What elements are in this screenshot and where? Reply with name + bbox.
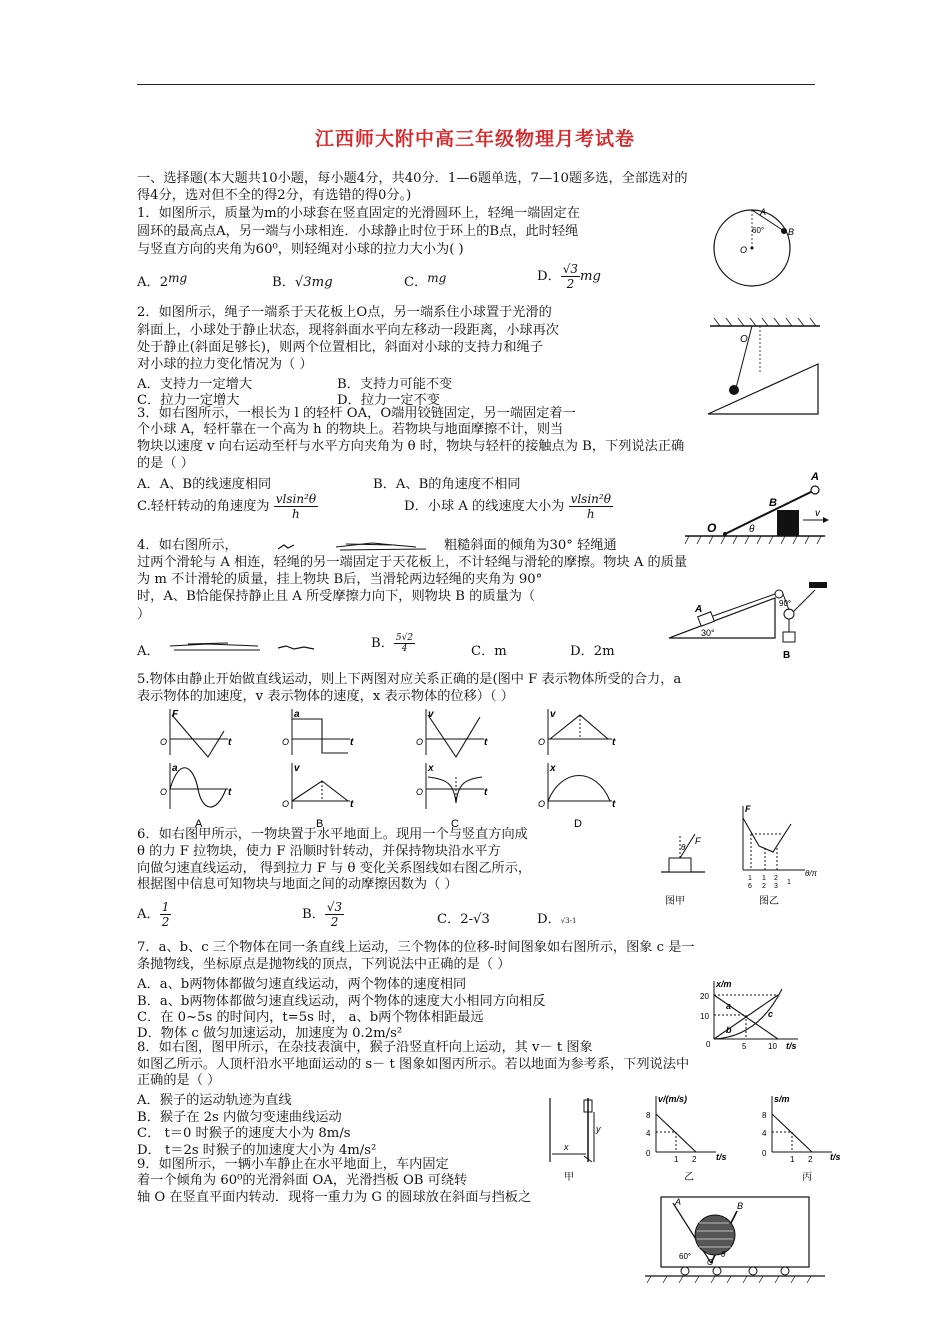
q6-figure <box>655 800 835 912</box>
q3-figure <box>685 470 835 550</box>
svg-text:s/m: s/m <box>774 1094 790 1104</box>
svg-text:1: 1 <box>748 875 752 882</box>
section-intro-line: 得4分，选对但不全的得2分，有选错的得0分。) <box>137 188 412 203</box>
svg-text:10: 10 <box>768 1042 777 1051</box>
svg-text:v: v <box>550 709 556 720</box>
svg-text:O: O <box>160 787 168 797</box>
svg-text:a: a <box>294 709 300 720</box>
svg-text:丙: 丙 <box>802 1172 812 1183</box>
q8-text: 8．如右图，图甲所示，在杂技表演中，猴子沿竖直杆向上运动，其 v－ t 图象 <box>137 1040 593 1055</box>
svg-text:t: t <box>612 799 616 810</box>
q5-panel-a <box>160 709 232 830</box>
q2-text: 对小球的拉力变化情况为（ ） <box>137 357 313 372</box>
section-intro-line: 一、选择题(本大题共10小题，每小题4分，共40分．1—6题单选，7—10题多选，全部选对的 <box>137 171 688 186</box>
svg-text:t: t <box>350 737 354 748</box>
q7-option-c[interactable]: C．在 0~5s 的时间内，t=5s 时， a、b两个物体相距最远 <box>137 1010 484 1025</box>
header-rule <box>137 84 815 85</box>
svg-text:v: v <box>815 508 820 519</box>
svg-text:t: t <box>228 737 232 748</box>
q6-fig-left <box>661 834 705 907</box>
svg-text:O: O <box>740 245 748 255</box>
svg-text:O: O <box>538 737 546 747</box>
svg-text:1: 1 <box>787 879 791 886</box>
svg-text:2: 2 <box>774 875 778 882</box>
q4-text: 过两个滑轮与 A 相连，轻绳的另一端固定于天花板上，不计轻绳与滑轮的摩擦。物块 A 的质量 <box>137 555 688 570</box>
svg-text:O: O <box>160 737 168 747</box>
q2-option-c[interactable]: C．拉力一定增大 <box>137 393 240 408</box>
svg-text:O: O <box>416 737 424 747</box>
svg-text:1: 1 <box>674 1155 679 1164</box>
svg-text:8: 8 <box>762 1111 767 1120</box>
q5-panel-c <box>416 709 488 830</box>
svg-text:x/m: x/m <box>716 979 732 989</box>
q8-option-c[interactable]: C． t＝0 时猴子的速度大小为 8m/s <box>137 1126 351 1141</box>
svg-text:C: C <box>451 818 459 830</box>
q7-option-d[interactable]: D．物体 c 做匀加速运动，加速度为 0.2m/s² <box>137 1026 403 1041</box>
q3-text: 3．如右图所示，一根长为 l 的轻杆 OA，O端用铰链固定，另一端固定着一 <box>137 406 576 421</box>
svg-text:t: t <box>484 787 488 798</box>
svg-text:A: A <box>195 818 203 830</box>
q3-text: 物块以速度 v 向右运动至杆与水平方向夹角为 θ 时，物块与轻杆的接触点为 B，下列说法正确 <box>137 439 685 454</box>
q2-figure <box>700 318 830 418</box>
svg-text:1: 1 <box>790 1155 795 1164</box>
svg-text:90°: 90° <box>779 599 792 608</box>
svg-text:θ: θ <box>749 524 755 535</box>
svg-text:a: a <box>726 1001 732 1011</box>
svg-text:A: A <box>675 1197 682 1207</box>
q1-figure <box>712 203 795 293</box>
q6-option-d[interactable]: D．√3-1 <box>537 912 577 927</box>
svg-text:20: 20 <box>700 992 709 1001</box>
q8-option-a[interactable]: A．猴子的运动轨迹为直线 <box>137 1093 292 1108</box>
svg-text:a: a <box>172 763 178 774</box>
svg-text:O: O <box>740 334 748 345</box>
svg-text:θ: θ <box>681 843 686 852</box>
svg-text:10: 10 <box>700 1012 709 1021</box>
svg-text:0: 0 <box>762 1149 767 1158</box>
q1-option-b[interactable]: B．√3mg <box>272 275 333 290</box>
svg-text:O: O <box>707 1258 714 1267</box>
q4-text: 粗糙斜面的倾角为30° 轻绳通 <box>444 538 617 553</box>
q2-text: 2．如图所示，绳子一端系于天花板上O点，另一端系住小球置于光滑的 <box>137 305 552 320</box>
q8-fig-yi <box>646 1094 727 1183</box>
svg-text:t: t <box>612 737 616 748</box>
svg-text:乙: 乙 <box>684 1172 694 1183</box>
svg-text:甲: 甲 <box>564 1172 574 1183</box>
q1-text: 与竖直方向的夹角为60⁰，则轻绳对小球的拉力大小为( ) <box>137 242 464 257</box>
q2-option-d[interactable]: D．拉力一定不变 <box>337 393 440 408</box>
q2-text: 斜面上，小球处于静止状态，现将斜面水平向左移动一段距离，小球再次 <box>137 323 559 338</box>
q7-option-b[interactable]: B．a、b两物体都做匀速直线运动，两个物体的速度大小相同方向相反 <box>137 994 546 1009</box>
q9-figure <box>645 1193 825 1285</box>
q4-option-a-scribble-icon <box>168 640 328 654</box>
q3-option-b[interactable]: B．A、B的角速度不相同 <box>373 477 521 492</box>
q3-text: 的是（ ） <box>137 456 194 471</box>
q2-option-a[interactable]: A．支持力一定增大 <box>137 377 253 392</box>
svg-text:x: x <box>564 1142 569 1152</box>
q8-option-b[interactable]: B．猴子在 2s 内做匀变速曲线运动 <box>137 1110 342 1125</box>
q4-option-d[interactable]: D．2m <box>570 644 615 659</box>
q6-text: 6．如右图甲所示，一物块置于水平地面上。现用一个与竖直方向成 <box>137 827 528 842</box>
q2-option-b[interactable]: B．支持力可能不变 <box>337 377 453 392</box>
q8-fig-bing <box>762 1094 841 1183</box>
q5-text: 5.物体由静止开始做直线运动，则上下两图对应关系正确的是(图中 F 表示物体所受的合力，a <box>137 672 682 687</box>
svg-text:4: 4 <box>646 1129 651 1138</box>
q6-text: 根据图中信息可知物块与地面之间的动摩擦因数为（ ） <box>137 877 458 892</box>
svg-text:O: O <box>416 787 424 797</box>
svg-text:t: t <box>350 799 354 810</box>
svg-text:t/s: t/s <box>716 1152 727 1162</box>
svg-text:2: 2 <box>808 1155 813 1164</box>
q1-option-a[interactable]: A．2mg <box>137 271 188 290</box>
svg-text:y: y <box>596 1124 601 1134</box>
svg-text:D: D <box>574 818 582 830</box>
q4-inline-scribble-icon <box>276 539 436 553</box>
q4-option-a[interactable]: A． <box>137 644 160 659</box>
svg-text:F: F <box>695 836 701 846</box>
svg-text:A: A <box>695 604 703 615</box>
q4-option-c[interactable]: C．m <box>471 644 507 659</box>
q1-text: 圆环的最高点A，另一端与小球相连．小球静止时位于环上的B点，此时轻绳 <box>137 224 579 239</box>
q4-option-b[interactable]: B． $\frac{5√2}{4}$ <box>371 633 414 654</box>
svg-text:b: b <box>726 1025 732 1035</box>
page-title: 江西师大附中高三年级物理月考试卷 <box>314 128 635 150</box>
q1-option-c[interactable]: C．mg <box>404 271 447 290</box>
svg-text:60°: 60° <box>679 1252 692 1261</box>
svg-text:3: 3 <box>774 883 778 890</box>
q5-panel-d <box>538 709 616 830</box>
svg-text:O: O <box>282 737 290 747</box>
svg-text:t: t <box>228 787 232 798</box>
q9-text: 轴 O 在竖直平面内转动．现将一重力为 G 的圆球放在斜面与挡板之 <box>137 1190 532 1205</box>
svg-text:B: B <box>783 650 791 661</box>
svg-text:30°: 30° <box>701 628 715 638</box>
svg-text:图乙: 图乙 <box>759 896 779 907</box>
q8-text: 正确的是（ ） <box>137 1073 221 1088</box>
q6-option-b[interactable]: B． $\frac{√3}{2}$ <box>302 900 343 929</box>
q7-text: 条抛物线，坐标原点是抛物线的顶点，下列说法中正确的是（ ） <box>137 957 511 972</box>
svg-text:F: F <box>745 804 751 814</box>
q6-text: 向做匀速直线运动， 得到拉力 F 与 θ 变化关系图线如右图乙所示， <box>137 861 532 876</box>
svg-text:5: 5 <box>742 1042 747 1051</box>
q6-text: θ 的力 F 拉物块，使力 F 沿顺时针转动，并保持物块沿水平方 <box>137 844 501 859</box>
svg-text:A: A <box>760 207 767 217</box>
q3-option-c[interactable]: C.轻杆转动的角速度为 $\frac{\text{vlsin²θ}}{h}$ <box>137 492 317 521</box>
svg-text:F: F <box>172 709 179 720</box>
q3-text: 个小球 A，轻杆靠在一个高为 h 的物块上。若物块与地面摩擦不计，则当 <box>137 422 564 437</box>
q8-figure <box>540 1092 840 1187</box>
q3-option-d[interactable]: D．小球 A 的线速度大小为 $\frac{\text{vlsin²θ}}{h}$ <box>404 492 611 521</box>
q9-text: 9．如图所示，一辆小车静止在水平地面上，车内固定 <box>137 1157 449 1172</box>
svg-text:t: t <box>484 737 488 748</box>
svg-text:v/(m/s): v/(m/s) <box>658 1094 688 1104</box>
svg-text:图甲: 图甲 <box>665 896 685 907</box>
svg-text:v: v <box>294 763 300 774</box>
svg-text:0: 0 <box>706 1040 711 1049</box>
q8-option-d[interactable]: D． t＝2s 时猴子的加速度大小为 4m/s² <box>137 1143 377 1158</box>
svg-text:x: x <box>550 763 556 774</box>
q6-option-a[interactable]: A． $\frac{1}{2}$ <box>137 900 170 929</box>
svg-text:4: 4 <box>762 1129 767 1138</box>
q4-text: 时，A、B恰能保持静止且 A 所受摩擦力向下，则物块 B 的质量为（ <box>137 589 536 604</box>
svg-text:t/s: t/s <box>786 1041 797 1051</box>
q1-text: 1．如图所示，质量为m的小球套在竖直固定的光滑圆环上，轻绳一端固定在 <box>137 206 580 221</box>
svg-text:1: 1 <box>762 875 766 882</box>
q6-option-c[interactable]: C．2-√3 <box>437 912 490 927</box>
svg-text:v: v <box>428 709 434 720</box>
q5-panel-b <box>282 709 354 830</box>
q2-text: 处于静止(斜面足够长)，则两个位置相比，斜面对小球的支持力和绳子 <box>137 340 543 355</box>
svg-text:c: c <box>768 1009 774 1019</box>
svg-text:0: 0 <box>646 1149 651 1158</box>
svg-text:t/s: t/s <box>830 1152 841 1162</box>
q7-text: 7．a、b、c 三个物体在同一条直线上运动，三个物体的位移-时间图象如右图所示，图象 c 是一 <box>137 940 695 955</box>
q3-option-a[interactable]: A．A、B的线速度相同 <box>137 477 272 492</box>
svg-text:8: 8 <box>646 1111 651 1120</box>
svg-text:B: B <box>737 1201 744 1211</box>
svg-text:O: O <box>707 521 717 535</box>
q7-option-a[interactable]: A．a、b两物体都做匀速直线运动，两个物体的速度相同 <box>137 977 467 992</box>
q4-text: 4．如右图所示， <box>137 538 238 553</box>
q9-text: 着一个倾角为 60⁰的光滑斜面 OA，光滑挡板 OB 可绕转 <box>137 1173 468 1188</box>
svg-text:B: B <box>788 227 795 237</box>
q1-option-d[interactable]: D． $\frac{√3}{2}$ mg <box>537 262 601 291</box>
svg-text:2: 2 <box>762 883 766 890</box>
q4-text: 为 m 不计滑轮的质量，挂上物块 B后，当滑轮两边轻绳的夹角为 90° <box>137 572 543 587</box>
q8-fig-jia <box>550 1098 601 1183</box>
q8-text: 如图乙所示。人顶杆沿水平地面运动的 s－ t 图象如图丙所示。若以地面为参考系，下列说法中 <box>137 1057 690 1072</box>
q5-text: 表示物体的加速度，v 表示物体的速度，x 表示物体的位移）（ ） <box>137 689 514 704</box>
svg-text:B: B <box>769 497 777 509</box>
svg-text:O: O <box>538 799 546 809</box>
q7-figure <box>698 977 808 1051</box>
svg-text:x: x <box>428 763 434 774</box>
svg-text:60°: 60° <box>752 226 765 235</box>
svg-text:B: B <box>316 818 324 830</box>
q6-fig-right <box>743 804 818 907</box>
svg-text:O: O <box>282 799 290 809</box>
q4-text: ） <box>137 607 151 622</box>
svg-text:6: 6 <box>748 883 752 890</box>
svg-text:A: A <box>811 471 819 483</box>
svg-text:θ/π: θ/π <box>805 869 817 878</box>
svg-text:θ: θ <box>721 1250 726 1259</box>
q4-figure <box>665 580 835 662</box>
svg-text:2: 2 <box>692 1155 697 1164</box>
